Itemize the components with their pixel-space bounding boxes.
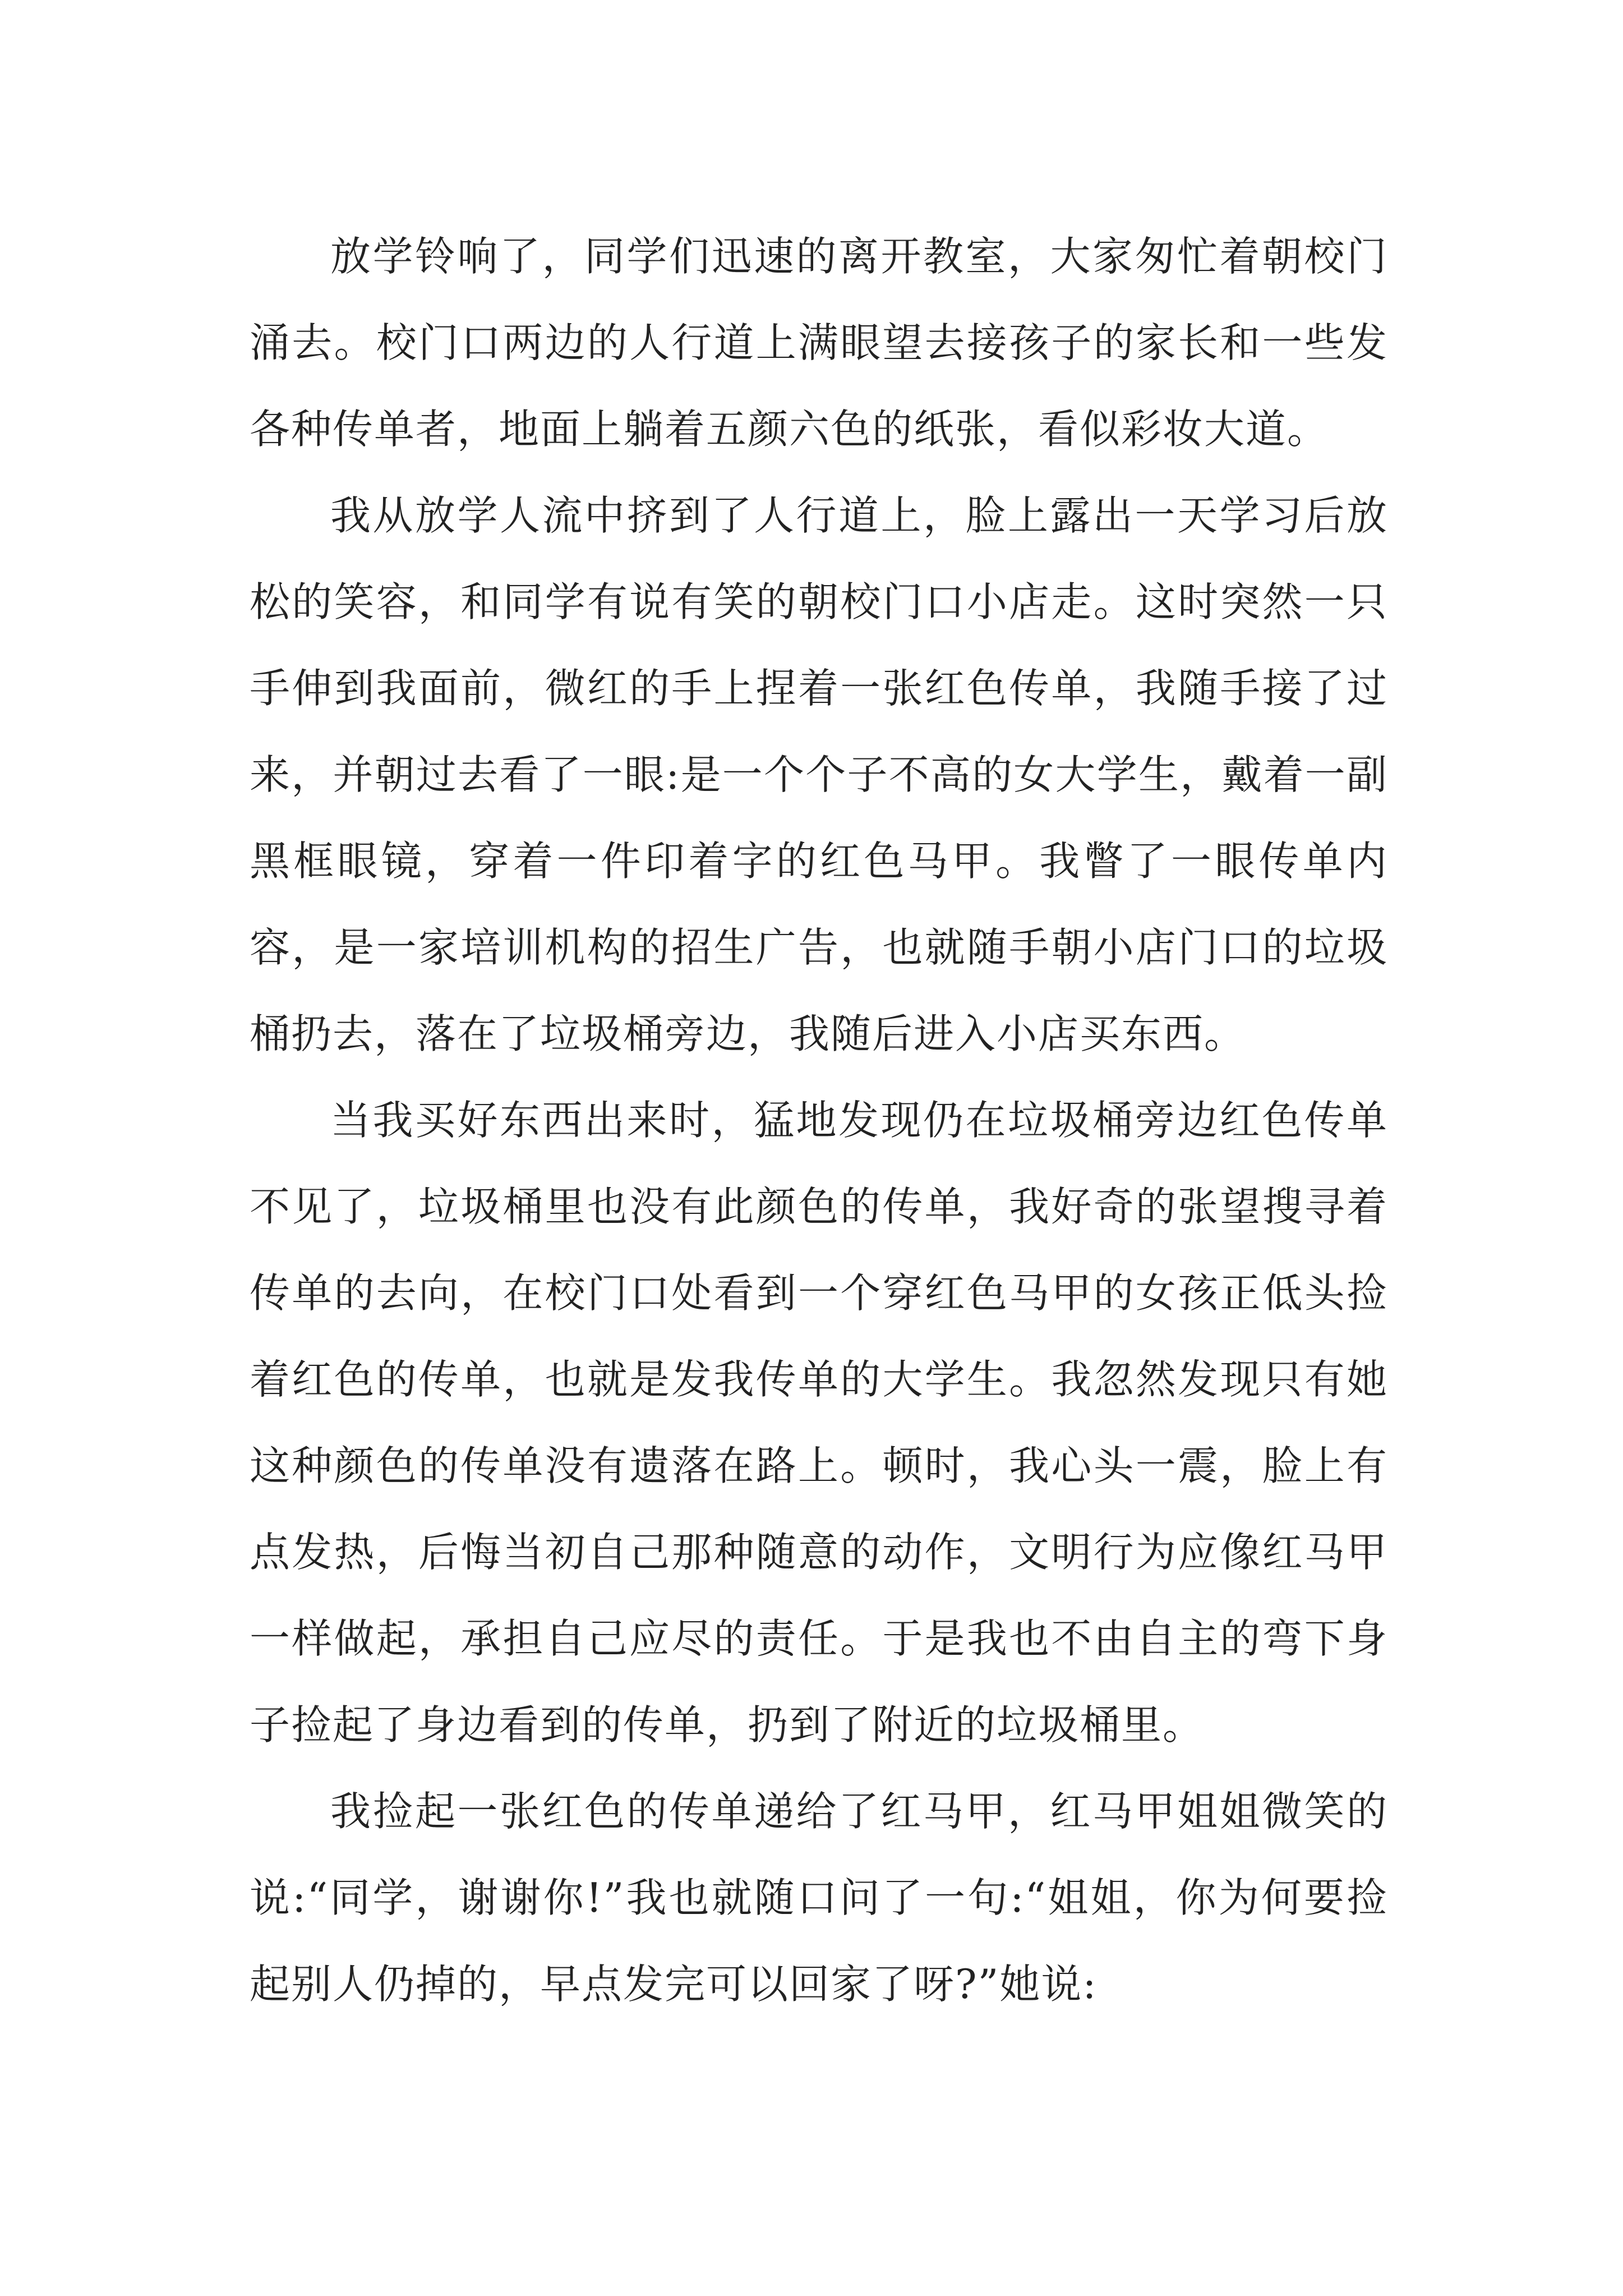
paragraph-1: 放学铃响了，同学们迅速的离开教室，大家匆忙着朝校门涌去。校门口两边的人行道上满眼望去接孩子的家长和一些发各种传单者，地面上躺着五颜六色的纸张，看似彩妆大道。	[250, 233, 1388, 453]
paragraph-2: 我从放学人流中挤到了人行道上，脸上露出一天学习后放松的笑容，和同学有说有笑的朝校门口小店走。这时突然一只手伸到我面前，微红的手上捏着一张红色传单，我随手接了过来，并朝过去看了一眼:是一个个子不高的女大学生，戴着一副黑框眼镜，穿着一件印着字的红色马甲。我瞥了一眼传单内容，是一家培训机构的招生广告，也就随手朝小店门口的垃圾桶扔去，落在了垃圾桶旁边，我随后进入小店买东西。	[250, 492, 1388, 1057]
body-text	[250, 213, 1388, 2027]
paragraph-4: 我捡起一张红色的传单递给了红马甲，红马甲姐姐微笑的说:“同学，谢谢你!”我也就随口问了一句:“姐姐，你为何要捡起别人仍掉的，早点发完可以回家了呀?”她说:	[250, 1788, 1388, 2008]
paragraph-3: 当我买好东西出来时，猛地发现仍在垃圾桶旁边红色传单不见了，垃圾桶里也没有此颜色的传单，我好奇的张望搜寻着传单的去向，在校门口处看到一个穿红色马甲的女孩正低头捡着红色的传单，也就是发我传单的大学生。我忽然发现只有她这种颜色的传单没有遗落在路上。顿时，我心头一震，脸上有点发热，后悔当初自己那种随意的动作，文明行为应像红马甲一样做起，承担自己应尽的责任。于是我也不由自主的弯下身子捡起了身边看到的传单，扔到了附近的垃圾桶里。	[250, 1097, 1388, 1749]
